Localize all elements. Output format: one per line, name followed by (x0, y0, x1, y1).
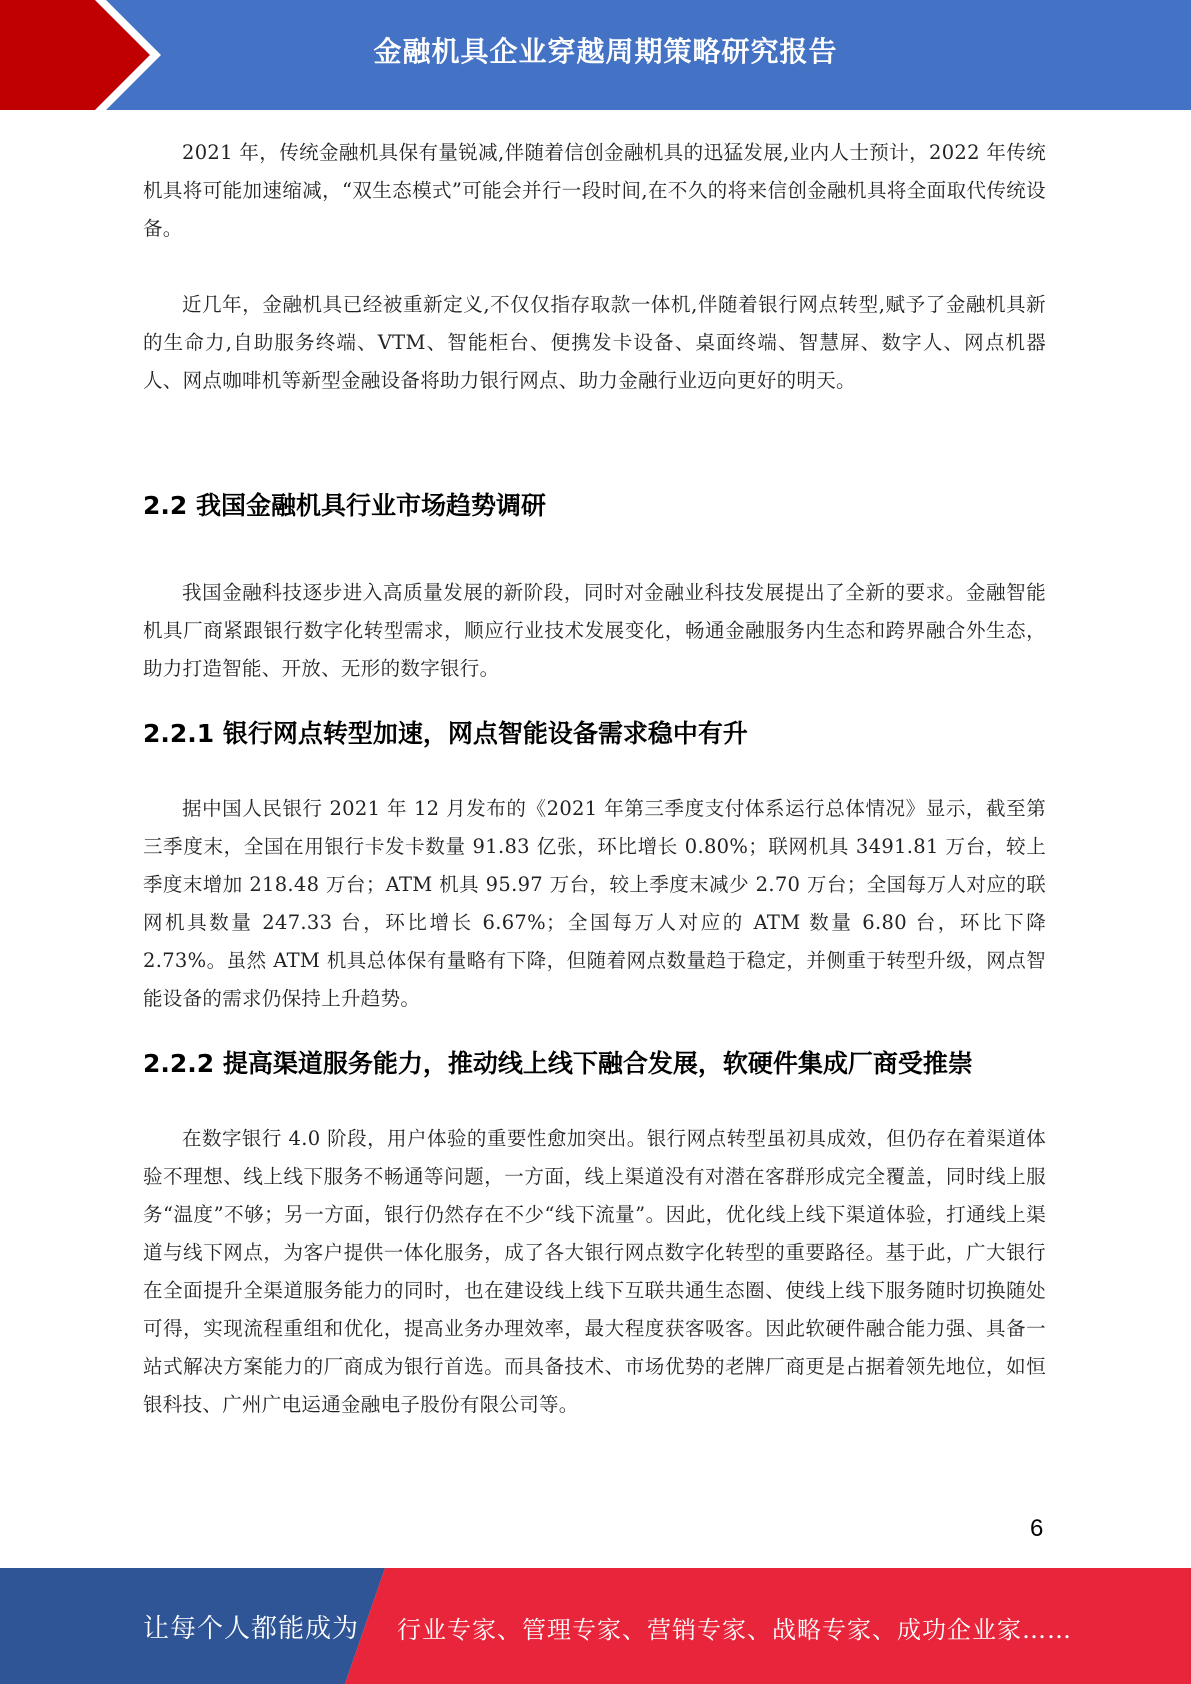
page-footer (0, 1568, 1191, 1684)
page-header (0, 0, 1191, 110)
paragraph-fintech-stage: 我国金融科技逐步进入高质量发展的新阶段，同时对金融业科技发展提出了全新的要求。金融智能机具厂商紧跟银行数字化转型需求，顺应行业技术发展变化，畅通金融服务内生态和跨界融合外生态，助力打造智能、开放、无形的数字银行。 (143, 581, 1046, 680)
paragraph-redefined-devices: 近几年，金融机具已经被重新定义,不仅仅指存取款一体机,伴随着银行网点转型,赋予了金融机具新的生命力,自助服务终端、VTM、智能柜台、便携发卡设备、桌面终端、智慧屏、数字人、网点机器人、网点咖啡机等新型金融设备将助力银行网点、助力金融行业迈向更好的明天。 (143, 293, 1046, 392)
section-heading-2-2: 2.2 我国金融机具行业市场趋势调研 (143, 491, 546, 520)
report-title: 金融机具企业穿越周期策略研究报告 (373, 35, 838, 68)
footer-slogan-left: 让每个人都能成为 (143, 1614, 360, 1644)
footer-slogan-right: 行业专家、管理专家、营销专家、战略专家、成功企业家…… (397, 1616, 1072, 1644)
section-heading-2-2-2: 2.2.2 提高渠道服务能力，推动线上线下融合发展，软硬件集成厂商受推崇 (143, 1049, 973, 1078)
paragraph-traditional-devices: 2021 年，传统金融机具保有量锐减,伴随着信创金融机具的迅猛发展,业内人士预计，2022 年传统机具将可能加速缩减，“双生态模式”可能会并行一段时间,在不久的将来信创金融机具将全面取代传统设备。 (143, 141, 1046, 240)
paragraph-digital-bank: 在数字银行 4.0 阶段，用户体验的重要性愈加突出。银行网点转型虽初具成效，但仍存在着渠道体验不理想、线上线下服务不畅通等问题，一方面，线上渠道没有对潜在客群形成完全覆盖，同时线上服务“温度”不够；另一方面，银行仍然存在不少“线下流量”。因此，优化线上线下渠道体验，打通线上渠道与线下网点，为客户提供一体化服务，成了各大银行网点数字化转型的重要路径。基于此，广大银行在全面提升全渠道服务能力的同时，也在建设线上线下互联共通生态圈、使线上线下服务随时切换随处可得，实现流程重组和优化，提高业务办理效率，最大程度获客吸客。因此软硬件融合能力强、具备一站式解决方案能力的厂商成为银行首选。而具备技术、市场优势的老牌厂商更是占据着领先地位，如恒银科技、广州广电运通金融电子股份有限公司等。 (143, 1127, 1046, 1416)
section-heading-2-2-1: 2.2.1 银行网点转型加速，网点智能设备需求稳中有升 (143, 719, 748, 748)
page-number: 6 (1030, 1515, 1044, 1542)
main-content (143, 134, 1046, 1424)
paragraph-pboc-statistics: 据中国人民银行 2021 年 12 月发布的《2021 年第三季度支付体系运行总体情况》显示，截至第三季度末，全国在用银行卡发卡数量 91.83 亿张，环比增长 0.80%；联网机具 3491.81 万台，较上季度末增加 218.48 万台；ATM 机具 95.97 万台，较上季度末减少 2.70 万台；全国每万人对应的联网机具数量 247.33 台，环比增长 6.67%；全国每万人对应的 ATM 数量 6.80 台，环比下降 2.73%。虽然 ATM 机具总体保有量略有下降，但随着网点数量趋于稳定，并侧重于转型升级，网点智能设备的需求仍保持上升趋势。 (143, 797, 1046, 1010)
